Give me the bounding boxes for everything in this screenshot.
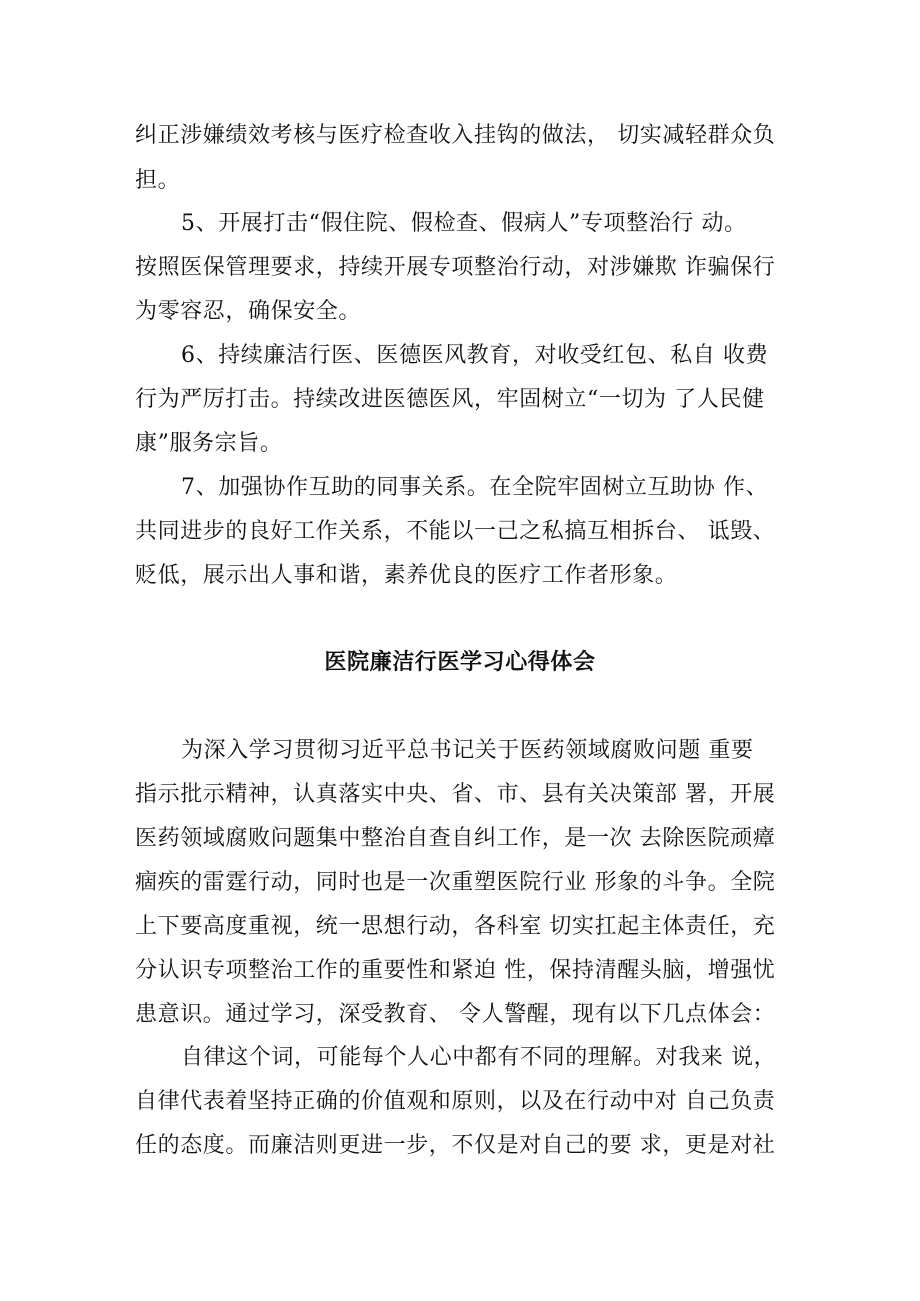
paragraph-line: 分认识专项整治工作的重要性和紧迫 性，保持清醒头脑，增强忧 xyxy=(135,958,776,983)
paragraph-line: 自律代表着坚持正确的价值观和原则，以及在行动中对 自己负责 xyxy=(135,1089,776,1114)
paragraph-line: 上下要高度重视，统一思想行动，各科室 切实扛起主体责任，充 xyxy=(135,914,776,939)
paragraph-line: 医药领域腐败问题集中整治自查自纠工作，是一次 去除医院顽瘴 xyxy=(135,826,776,851)
section-heading: 医院廉洁行医学习心得体会 xyxy=(324,650,596,675)
paragraph-line: 共同进步的良好工作关系，不能以一己之私搞互相拆台、 诋毁、 xyxy=(135,519,776,544)
paragraph-line: 担。 xyxy=(135,168,181,193)
list-item-5-line: 5、开展打击“假住院、假检查、假病人”专项整治行 动。 xyxy=(181,211,747,236)
list-item-7-line: 7、加强协作互助的同事关系。在全院牢固树立互助协 作、 xyxy=(181,475,769,500)
paragraph-line: 为零容忍，确保安全。 xyxy=(135,299,362,324)
paragraph-line: 任的态度。而廉洁则更进一步，不仅是对自己的要 求，更是对社 xyxy=(135,1133,776,1158)
paragraph-line: 指示批示精神，认真落实中央、省、市、县有关决策部 署，开展 xyxy=(135,782,776,807)
paragraph-line: 康”服务宗旨。 xyxy=(135,431,283,456)
paragraph-line: 纠正涉嫌绩效考核与医疗检查收入挂钩的做法， 切实减轻群众负 xyxy=(135,123,776,148)
paragraph-line: 自律这个词，可能每个人心中都有不同的理解。对我来 说， xyxy=(181,1045,777,1070)
paragraph-line: 按照医保管理要求，持续开展专项整治行动，对涉嫌欺 诈骗保行 xyxy=(135,255,776,280)
paragraph-line: 患意识。通过学习，深受教育、 令人警醒，现有以下几点体会： xyxy=(135,1002,776,1027)
paragraph-line: 贬低，展示出人事和谐，素养优良的医疗工作者形象。 xyxy=(135,563,678,588)
paragraph-line: 为深入学习贯彻习近平总书记关于医药领域腐败问题 重要 xyxy=(181,738,754,763)
paragraph-line: 行为严厉打击。持续改进医德医风，牢固树立“一切为 了人民健 xyxy=(135,387,765,412)
list-item-6-line: 6、持续廉洁行医、医德医风教育，对收受红包、私自 收费 xyxy=(181,343,769,368)
paragraph-line: 痼疾的雷霆行动，同时也是一次重塑医院行业 形象的斗争。全院 xyxy=(135,870,776,895)
